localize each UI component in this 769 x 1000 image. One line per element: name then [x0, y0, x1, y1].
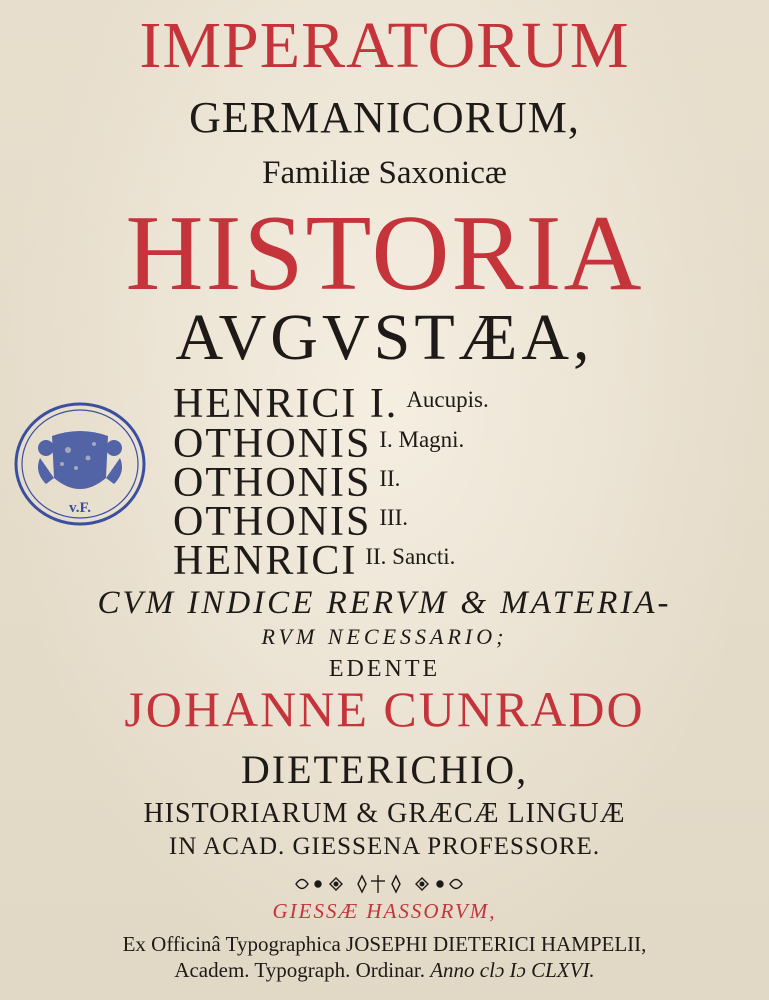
imprint-line-2 — [0, 958, 769, 983]
index-line-2: RVM NECESSARIO; — [261, 624, 508, 649]
imprint-printer: JOSEPHI DIETERICI HAMPELII, — [346, 932, 647, 956]
place-of-printing: GIESSÆ HASSORVM, — [272, 899, 497, 923]
ruler-epithet: III. — [379, 505, 409, 530]
imprint-office: Academ. Typograph. Ordinar. — [174, 958, 425, 982]
ruler-name: HENRICI I. — [173, 381, 399, 427]
index-line-1: CVM INDICE RERVM & MATERIA- — [97, 585, 672, 621]
ruler-name: OTHONIS — [173, 421, 372, 467]
printers-ornament — [0, 872, 769, 896]
title-germanicorum: GERMANICORUM, — [189, 93, 580, 142]
author-title-1: HISTORIARUM & GRÆCÆ LINGUÆ — [143, 798, 626, 829]
ruler-epithet: II. — [379, 466, 401, 491]
ruler-name: HENRICI — [173, 538, 358, 584]
ruler-epithet: I. Magni. — [379, 427, 465, 452]
edente-label: EDENTE — [328, 656, 441, 682]
ruler-epithet: II. Sancti. — [365, 544, 456, 569]
subtitle-familiae-saxonicae: Familiæ Saxonicæ — [262, 155, 507, 191]
title-historia: HISTORIA — [125, 194, 644, 313]
imprint-line-1 — [0, 932, 769, 957]
imprint-prefix: Ex Officinâ Typographica — [122, 932, 341, 956]
ruler-epithet: Aucupis. — [406, 387, 489, 412]
author-title-2: IN ACAD. GIESSENA PROFESSORE. — [168, 833, 601, 860]
title-imperatorum: IMPERATORUM — [139, 9, 630, 82]
ruler-entry — [173, 537, 455, 585]
title-augustaea: AVGVSTÆA, — [175, 301, 594, 374]
ruler-name: OTHONIS — [173, 460, 372, 506]
stamp-text: v.F. — [69, 500, 91, 516]
library-stamp-icon — [10, 398, 150, 530]
imprint-year: Anno clɔ Iɔ CLXVI. — [430, 958, 595, 982]
ruler-name: OTHONIS — [173, 499, 372, 545]
author-surname: DIETERICHIO, — [240, 747, 529, 792]
author-name: JOHANNE CUNRADO — [124, 681, 645, 737]
